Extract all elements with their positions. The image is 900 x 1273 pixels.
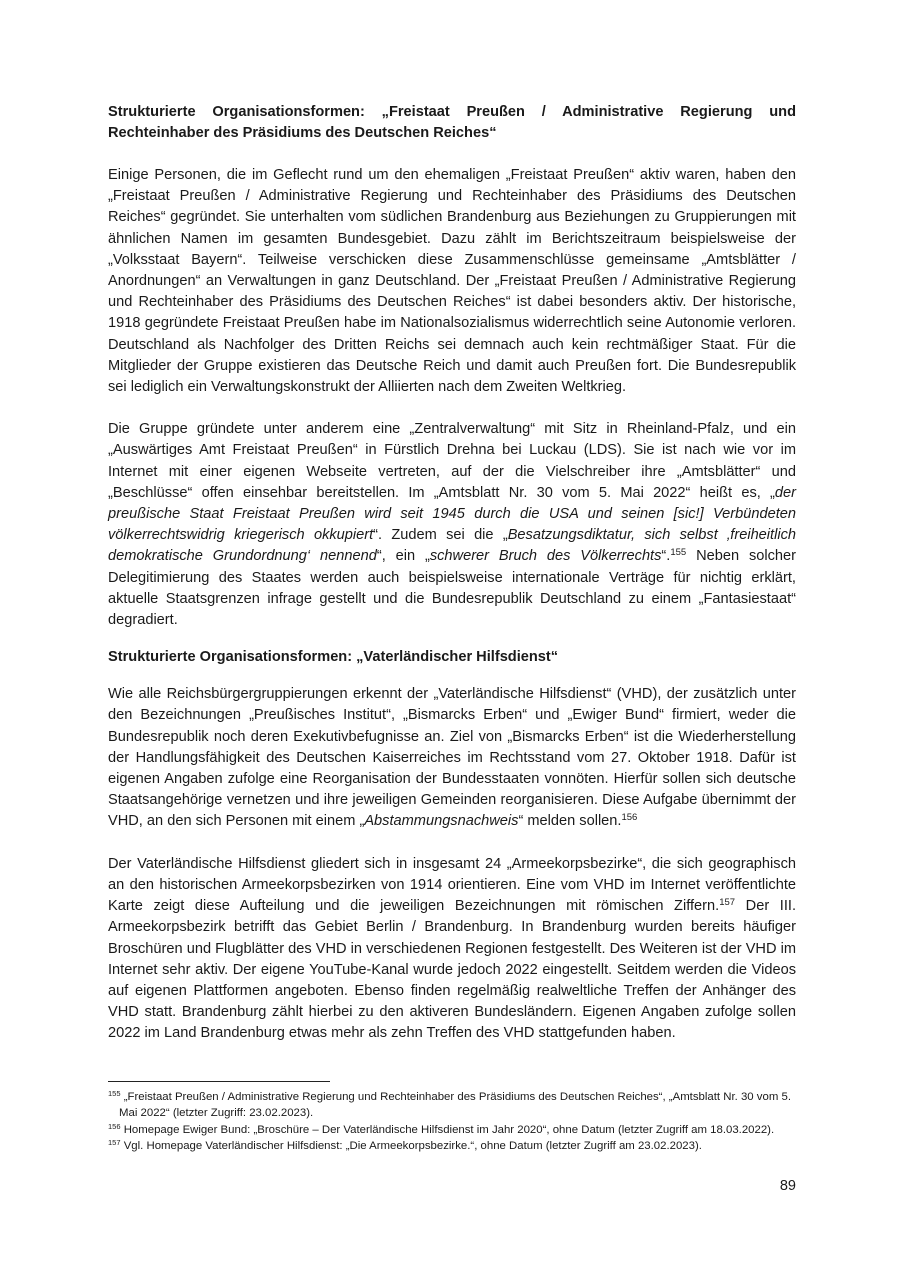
- text-run: Der Vaterländische Hilfsdienst gliedert sich in insgesamt 24 „Armeekorpsbezirke“, die sich geographisch an den historischen Armeekorpsbezirken von 1914 orientieren. Eine vom VHD im Internet veröffentlichte Karte zeigt diese Aufteilung und die jeweiligen Bezeichnungen mit römischen Ziffern.: [108, 855, 796, 915]
- footnote-number: 156: [108, 1121, 121, 1131]
- footnote-ref-156[interactable]: 156: [621, 812, 638, 824]
- footnotes: [108, 1089, 796, 1154]
- page-number: 89: [779, 1178, 796, 1194]
- quote-voelkerrecht: schwerer Bruch des Völkerrechts: [429, 548, 662, 565]
- paragraph-vhd-intro: [108, 684, 796, 832]
- footnote-156: [108, 1122, 796, 1138]
- section-heading-vhd: Strukturierte Organisationsformen: „Vaterländischer Hilfsdienst“: [108, 649, 559, 666]
- footnote-157: [108, 1138, 796, 1154]
- footnote-text: „Freistaat Preußen / Administrative Regierung und Rechteinhaber des Präsidiums des Deutschen Reiches“, „Amtsblatt Nr. 30 vom 5. Mai 2022“ (letzter Zugriff: 23.02.2023).: [119, 1091, 791, 1120]
- text-run: “. Zudem sei die „: [373, 527, 508, 544]
- text-run: “, ein „: [376, 548, 430, 565]
- footnote-text: Homepage Ewiger Bund: „Broschüre – Der Vaterländische Hilfsdienst im Jahr 2020“, ohne Datum (letzter Zugriff am 18.03.2022).: [123, 1123, 775, 1136]
- quote-abstammungsnachweis: Abstammungsnachweis: [364, 813, 519, 830]
- footnote-divider: [108, 1081, 330, 1082]
- text-run: Neben solcher Delegitimierung des Staates werden auch beispielsweise internationale Verträge für nichtig erklärt, aktuelle Staatsgrenzen infrage gestellt und die Bundesrepublik Deutschland zu einem „Fantasiestaat“ degradiert.: [108, 548, 797, 629]
- quote-besatzungsdiktatur: Besatzungsdiktatur, sich selbst ‚freiheitlich demokratische Grundordnung‘ nennend: [108, 527, 796, 565]
- text-run: Die Gruppe gründete unter anderem eine „Zentralverwaltung“ mit Sitz in Rheinland-Pfalz, und ein „Auswärtiges Amt Freistaat Preußen“ in Fürstlich Drehna bei Luckau (LDS). Sie ist nach wie vor im Internet mit einer eigenen Webseite vertreten, auf der die Vielschreiber ihre „Amtsblätter“ und „Beschlüsse“ offen einsehbar bereitstellen. Im „Amtsblatt Nr. 30 vom 5. Mai 2022“ heißt es, „: [108, 421, 796, 501]
- footnote-number: 157: [108, 1137, 121, 1147]
- text-run: “.: [661, 548, 671, 565]
- footnote-ref-155[interactable]: 155: [670, 547, 687, 559]
- paragraph-vhd-armeekorpsbezirke: [108, 854, 796, 1045]
- footnote-text: Vgl. Homepage Vaterländischer Hilfsdienst: „Die Armeekorpsbezirke.“, ohne Datum (letzter Zugriff am 23.02.2023).: [123, 1139, 702, 1152]
- text-run: “ melden sollen.: [518, 813, 622, 830]
- paragraph-freistaat-intro: Einige Personen, die im Geflecht rund um den ehemaligen „Freistaat Preußen“ aktiv waren, haben den „Freistaat Preußen / Administrative Regierung und Rechteinhaber des Präsidiums des Deutschen Reiches“ gegründet. Sie unterhalten vom südlichen Brandenburg aus Beziehungen zu Gruppierungen mit ähnlichen Namen im gesamten Bundesgebiet. Dazu zählt im Berichtszeitraum beispielsweise der „Volksstaat Bayern“. Teilweise verschicken diese Zusammenschlüsse gemeinsame „Amtsblätter / Anordnungen“ an Verwaltungen in ganz Deutschland. Der „Freistaat Preußen / Administrative Regierung und Rechteinhaber des Präsidiums des Deutschen Reiches“ ist dabei besonders aktiv. Der historische, 1918 gegründete Freistaat Preußen habe im Nationalsozialismus widerrechtlich seine Autonomie verloren. Deutschland als Nachfolger des Dritten Reichs sei demnach auch kein rechtmäßiger Staat. Für die Mitglieder der Gruppe existieren das Deutsche Reich und damit auch Preußen fort. Die Bundesrepublik sei lediglich ein Verwaltungskonstrukt der Alliierten nach dem Zweiten Weltkrieg.: [108, 167, 796, 396]
- quote-okkupiert: der preußische Staat Freistaat Preußen wird seit 1945 durch die USA und seinen [sic!] Verbündeten völkerrechtswidrig kriegerisch okkupiert: [108, 484, 796, 544]
- text-run: Wie alle Reichsbürgergruppierungen erkennt der „Vaterländische Hilfsdienst“ (VHD), der zusätzlich unter den Bezeichnungen „Preußisches Institut“, „Bismarcks Erben“ und „Ewiger Bund“ firmiert, weder die Bundesrepublik noch deren Exekutivbefugnisse an. Ziel von „Bismarcks Erben“ ist die Wiederherstellung der Handlungsfähigkeit des Deutschen Kaiserreiches im Rechtsstand vom 27. Oktober 1918. Dafür ist eigenen Angaben zufolge eine Reorganisation der Bundesstaaten vonnöten. Hierfür sollen sich deutsche Staatsangehörige vernetzen und ihre jeweiligen Gemeinden reorganisieren. Diese Aufgabe übernimmt der VHD, an den sich Personen mit einem „: [108, 686, 796, 830]
- text-run: Der III. Armeekorpsbezirk betrifft das Gebiet Berlin / Brandenburg. In Brandenburg wurden bereits häufiger Broschüren und Flugblätter des VHD in verschiedenen Regionen festgestellt. Des Weiteren ist der VHD im Internet sehr aktiv. Der eigene YouTube-Kanal wurde jedoch 2022 eingestellt. Seitdem werden die Videos auf eigenen Plattformen angeboten. Ebenso finden regelmäßig realweltliche Treffen der Anhänger des VHD statt. Brandenburg zählt hierbei zu den aktiveren Bundesländern. Eigenen Angaben zufolge sollen 2022 im Land Brandenburg etwas mehr als zehn Treffen des VHD stattgefunden haben.: [108, 898, 797, 1042]
- footnote-number: 155: [108, 1089, 121, 1098]
- footnote-ref-157[interactable]: 157: [719, 897, 736, 909]
- paragraph-freistaat-amtsblatt: [108, 419, 796, 631]
- footnote-155: [108, 1089, 796, 1122]
- document-body: [108, 102, 796, 1045]
- section-heading-freistaat-preussen: Strukturierte Organisationsformen: „Freistaat Preußen / Administrative Regierung und Rechteinhaber des Präsidiums des Deutschen Reiches“: [108, 104, 796, 141]
